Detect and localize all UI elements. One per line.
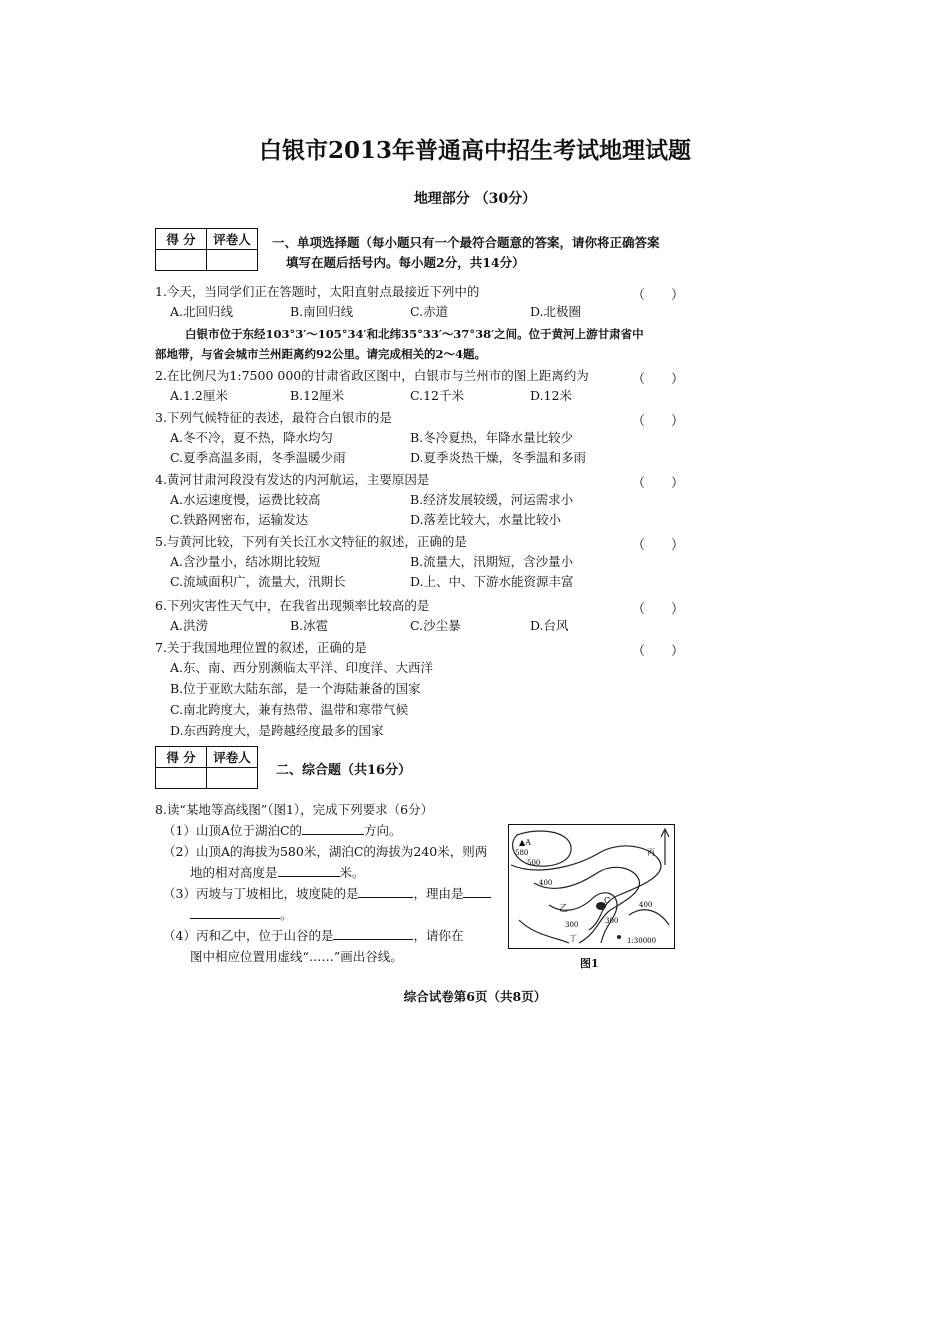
- question-8: 8.读“某地等高线图”（图1），完成下列要求（6分）: [155, 802, 434, 817]
- q2-option-b: B.12厘米: [290, 388, 345, 403]
- score-label: 得 分: [156, 747, 207, 768]
- lake-c-label: C: [604, 896, 611, 905]
- score-cell[interactable]: [156, 768, 207, 789]
- answer-paren-3[interactable]: （ ）: [632, 414, 685, 429]
- answer-blank-2[interactable]: [278, 876, 340, 877]
- answer-blank-3[interactable]: [358, 897, 413, 898]
- q1-option-a: A.北回归线: [170, 304, 234, 319]
- q1-option-c: C.赤道: [410, 304, 449, 319]
- bing-label: 丙: [647, 848, 655, 857]
- q5-option-b: B.流量大，汛期短，含沙量小: [410, 554, 574, 569]
- q8-sub-3-cont: 。: [190, 907, 293, 923]
- q6-option-c: C.沙尘暴: [410, 618, 461, 633]
- q4-option-c: C.铁路网密布，运输发达: [170, 512, 309, 527]
- q7-option-a: A.东、南、西分别濒临太平洋、印度洋、大西洋: [170, 660, 434, 675]
- contour-300-label-a: 300: [605, 917, 619, 925]
- score-table-2: [155, 746, 258, 789]
- question-2: 2.在比例尺为1:7500 000的甘肃省政区图中，白银市与兰州市的图上距离约为: [155, 368, 589, 383]
- score-cell[interactable]: [156, 250, 207, 271]
- q7-option-b: B.位于亚欧大陆东部，是一个海陆兼备的国家: [170, 681, 421, 696]
- grader-label: 评卷人: [207, 747, 258, 768]
- q4-option-d: D.落差比较大，水量比较小: [410, 512, 562, 527]
- ding-label: 丁: [569, 934, 577, 943]
- answer-paren-4[interactable]: （ ）: [632, 476, 685, 491]
- q8-sub-3: （3）丙坡与丁坡相比，坡度陡的是 ，理由是: [163, 886, 491, 902]
- q3-option-b: B.冬冷夏热，年降水量比较少: [410, 430, 574, 445]
- contour-500-label: 500: [527, 859, 541, 867]
- answer-paren-7[interactable]: （ ）: [632, 644, 685, 659]
- answer-paren-6[interactable]: （ ）: [632, 602, 685, 617]
- q2-option-c: C.12千米: [410, 388, 464, 403]
- q6-option-d: D.台风: [530, 618, 569, 633]
- q4-option-b: B.经济发展较缓，河运需求小: [410, 492, 574, 507]
- answer-blank-1[interactable]: [302, 834, 364, 835]
- q8-sub-2-line-1: （2）山顶A的海拔为580米，湖泊C的海拔为240米，则两: [163, 844, 488, 859]
- q7-option-c: C.南北跨度大，兼有热带、温带和寒带气候: [170, 702, 409, 717]
- part1-heading-line2: 填写在题后括号内。每小题2分，共14分）: [286, 255, 525, 270]
- peak-elev-label: 580: [515, 849, 529, 857]
- q8-sub-4: （4）丙和乙中，位于山谷的是 ，请你在: [163, 928, 464, 943]
- q6-option-a: A.洪涝: [170, 618, 209, 633]
- score-label: 得 分: [156, 229, 207, 250]
- contour-map-figure: [508, 824, 675, 949]
- q2-option-a: A.1.2厘米: [170, 388, 228, 403]
- q3-option-a: A.冬不冷，夏不热，降水均匀: [170, 430, 334, 445]
- score-table-1: [155, 228, 258, 271]
- section-header: 地理部分 （30分）: [413, 191, 537, 207]
- peak-a-label: ▲A: [519, 838, 531, 847]
- q4-option-a: A.水运速度慢，运费比较高: [170, 492, 321, 507]
- part1-heading-line1: 一、单项选择题（每小题只有一个最符合题意的答案，请你将正确答案: [272, 235, 660, 250]
- page-title: 白银市2013年普通高中招生考试地理试题: [258, 137, 691, 164]
- question-4: 4.黄河甘肃河段没有发达的内河航运，主要原因是: [155, 472, 430, 487]
- grader-label: 评卷人: [207, 229, 258, 250]
- contour-400-label-b: 400: [639, 901, 653, 909]
- answer-paren-5[interactable]: （ ）: [632, 538, 685, 553]
- scale-label: 1:30000: [627, 937, 657, 945]
- q8-sub-1: （1）山顶A位于湖泊C的 方向。: [163, 823, 402, 838]
- question-5: 5.与黄河比较，下列有关长江水文特征的叙述，正确的是: [155, 534, 467, 549]
- q6-option-b: B.冰雹: [290, 618, 329, 633]
- page-footer: 综合试卷第6页（共8页）: [403, 989, 547, 1004]
- question-1: 1.今天，当同学们正在答题时，太阳直射点最接近下列中的: [155, 284, 480, 299]
- intro-line-1: 白银市位于东经103°3′～105°34′和北纬35°33′～37°38′之间。位于黄河上游甘肃省中: [185, 327, 644, 341]
- answer-paren-2[interactable]: （ ）: [632, 372, 685, 387]
- q1-option-d: D.北极圈: [530, 304, 582, 319]
- grader-cell[interactable]: [207, 768, 258, 789]
- grader-cell[interactable]: [207, 250, 258, 271]
- q2-option-d: D.12米: [530, 388, 572, 403]
- contour-map-svg: [509, 825, 674, 948]
- answer-blank-4a[interactable]: [463, 897, 491, 898]
- contour-400-label-a: 400: [539, 879, 553, 887]
- q8-sub-4-line-2: 图中相应位置用虚线“……”画出谷线。: [190, 949, 403, 964]
- contour-300-label-b: 300: [565, 921, 579, 929]
- question-3: 3.下列气候特征的表述，最符合白银市的是: [155, 410, 392, 425]
- yi-label: 乙: [559, 904, 569, 914]
- q3-option-d: D.夏季炎热干燥，冬季温和多雨: [410, 450, 587, 465]
- q8-sub-2-line-2: 地的相对高度是 米。: [190, 865, 365, 880]
- figure-caption: 图1: [580, 957, 599, 970]
- q5-option-d: D.上、中、下游水能资源丰富: [410, 574, 574, 589]
- q5-option-a: A.含沙量小，结冰期比较短: [170, 554, 321, 569]
- part2-heading: 二、综合题（共16分）: [276, 763, 412, 778]
- q1-option-b: B.南回归线: [290, 304, 354, 319]
- question-6: 6.下列灾害性天气中，在我省出现频率比较高的是: [155, 598, 430, 613]
- question-7: 7.关于我国地理位置的叙述，正确的是: [155, 640, 367, 655]
- q7-option-d: D.东西跨度大，是跨越经度最多的国家: [170, 723, 384, 738]
- q3-option-c: C.夏季高温多雨，冬季温暖少雨: [170, 450, 346, 465]
- answer-blank-4b[interactable]: [190, 918, 280, 919]
- answer-paren-1[interactable]: （ ）: [632, 288, 685, 303]
- answer-blank-5[interactable]: [333, 939, 413, 940]
- q5-option-c: C.流域面积广，流量大，汛期长: [170, 574, 346, 589]
- intro-line-2: 部地带，与省会城市兰州距离约92公里。请完成相关的2～4题。: [155, 347, 487, 361]
